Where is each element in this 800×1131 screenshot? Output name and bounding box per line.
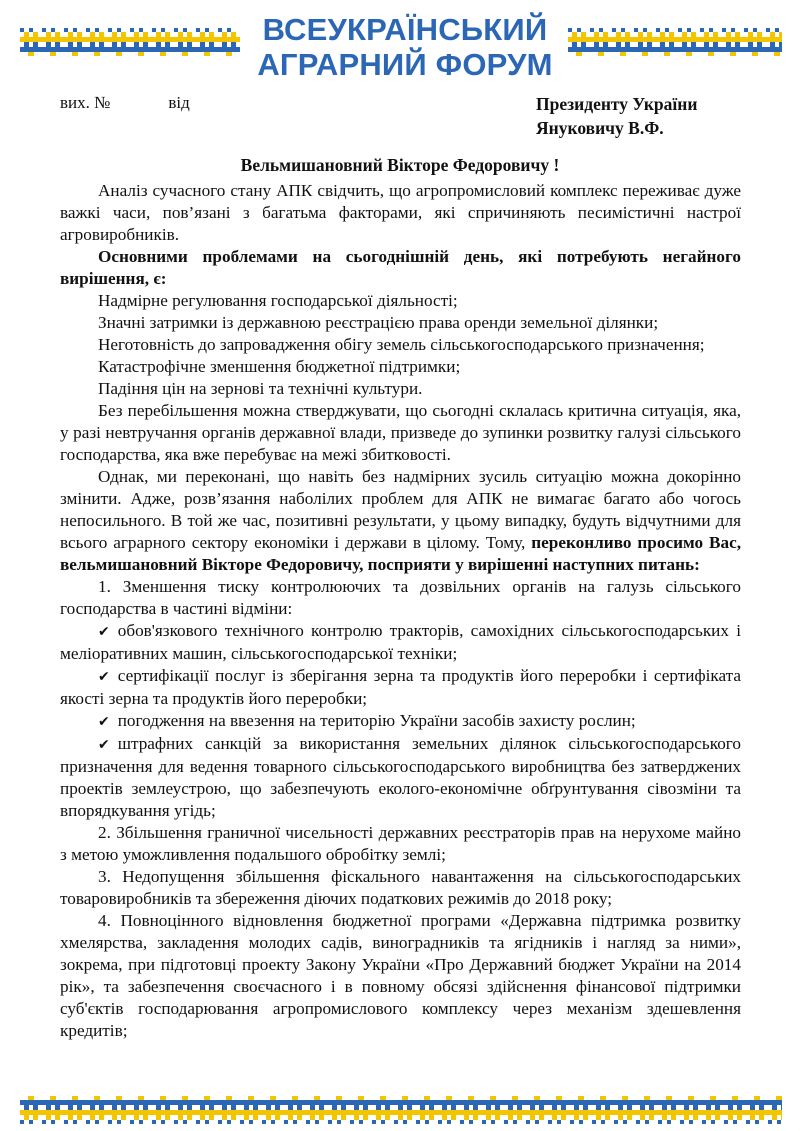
request-emphasis: переконливо просимо Вас, вельмишановний Вікторе Федоровичу, посприяти у вирішенні наступних питань: — [60, 533, 742, 574]
ornament-top-left — [20, 28, 240, 56]
check-item-text: погодження на ввезення на територію України засобів захисту рослин; — [117, 711, 636, 730]
outgoing-date-label: від — [168, 93, 190, 112]
salutation: Вельмишановний Вікторе Федоровичу ! — [240, 155, 560, 175]
check-icon: ✔ — [98, 737, 110, 753]
addressee — [536, 92, 697, 140]
check-item — [60, 665, 741, 710]
outgoing-no-label: вих. № — [60, 93, 111, 112]
check-item-text: штрафних санкцій за використання земельних ділянок сільськогосподарського призначення для ведення товарного сільськогосподарського виробництва без затверджених проектів землеустрою, що забезпечують еколого-економічне обґрунтування сівозміни та впорядкування угідь; — [60, 734, 741, 820]
check-icon: ✔ — [98, 669, 110, 685]
list-item: Падіння цін на зернові та технічні культури. — [98, 379, 423, 398]
ornament-bottom — [20, 1096, 782, 1124]
problems-heading: Основними проблемами на сьогоднішній день, які потребують негайного вирішення, є: — [60, 247, 741, 288]
check-icon: ✔ — [98, 624, 110, 640]
organization-title — [250, 12, 560, 82]
check-icon: ✔ — [98, 714, 110, 730]
list-item: Катастрофічне зменшення бюджетної підтримки; — [98, 357, 461, 376]
numbered-item-3: 3. Недопущення збільшення фіскального навантаження на сільськогосподарських товаровиробників та збереження діючих податкових режимів до 2018 року; — [60, 867, 741, 908]
paragraph — [60, 466, 741, 576]
list-item: Неготовність до запровадження обігу земель сільськогосподарського призначення; — [98, 335, 705, 354]
numbered-item-4: 4. Повноцінного відновлення бюджетної програми «Державна підтримка розвитку хмелярства, закладення молодих садів, виноградників та ягідників і нагляд за ними», зокрема, при підготовці проекту Закону України «Про Державний бюджет України на 2014 рік», та забезпечення своєчасного і в повному обсязі здійснення фінансової підтримки суб'єктів господарювання агропромислового комплексу через механізм здешевлення кредитів; — [60, 911, 741, 1040]
list-item: Значні затримки із державною реєстрацією права оренди земельної ділянки; — [98, 313, 659, 332]
check-item-text: сертифікації послуг із зберігання зерна та продуктів його переробки і сертифіката якості зерна та продуктів його переробки; — [60, 666, 741, 708]
paragraph: Аналіз сучасного стану АПК свідчить, що агропромисловий комплекс переживає дуже важкі часи, пов’язані з багатьма факторами, які спричиняють песимістичні настрої агровиробників. — [60, 181, 741, 244]
numbered-item-1: 1. Зменшення тиску контролюючих та дозвільних органів на галузь сільського господарства в частині відміни: — [60, 577, 741, 618]
paragraph-text: Однак, ми переконані, що навіть без надмірних зусиль ситуацію можна докорінно змінити. Адже, розв’язання наболілих проблем для АПК не вимагає багато або чогось непосильного. В той же час, позитивні результати, у цьому випадку, будуть відчутними для всього аграрного сектору економіки і держави в цілому. Тому, — [60, 467, 741, 552]
addressee-line2: Януковичу В.Ф. — [536, 118, 664, 138]
check-item — [60, 733, 741, 822]
org-title-line1: ВСЕУКРАЇНСЬКИЙ — [262, 12, 548, 47]
letter-body — [60, 180, 741, 1042]
org-title-line2: АГРАРНИЙ ФОРУМ — [257, 47, 553, 82]
addressee-line1: Президенту України — [536, 94, 698, 114]
check-item-text: обов'язкового технічного контролю тракторів, самохідних сільськогосподарських і меліоративних машин, сільськогосподарської техніки; — [60, 621, 741, 663]
ornament-top-right — [568, 28, 782, 56]
check-item — [60, 620, 741, 665]
numbered-item-2: 2. Збільшення граничної чисельності державних реєстраторів прав на нерухоме майно з метою уможливлення подальшого обробітку землі; — [60, 823, 741, 864]
paragraph: Без перебільшення можна стверджувати, що сьогодні склалась критична ситуація, яка, у разі невтручання органів державної влади, призведе до зупинки розвитку галузі сільського господарства, яка вже перебуває на межі збитковості. — [60, 401, 741, 464]
check-item — [60, 710, 741, 733]
outgoing-number — [60, 93, 190, 113]
list-item: Надмірне регулювання господарської діяльності; — [98, 291, 458, 310]
